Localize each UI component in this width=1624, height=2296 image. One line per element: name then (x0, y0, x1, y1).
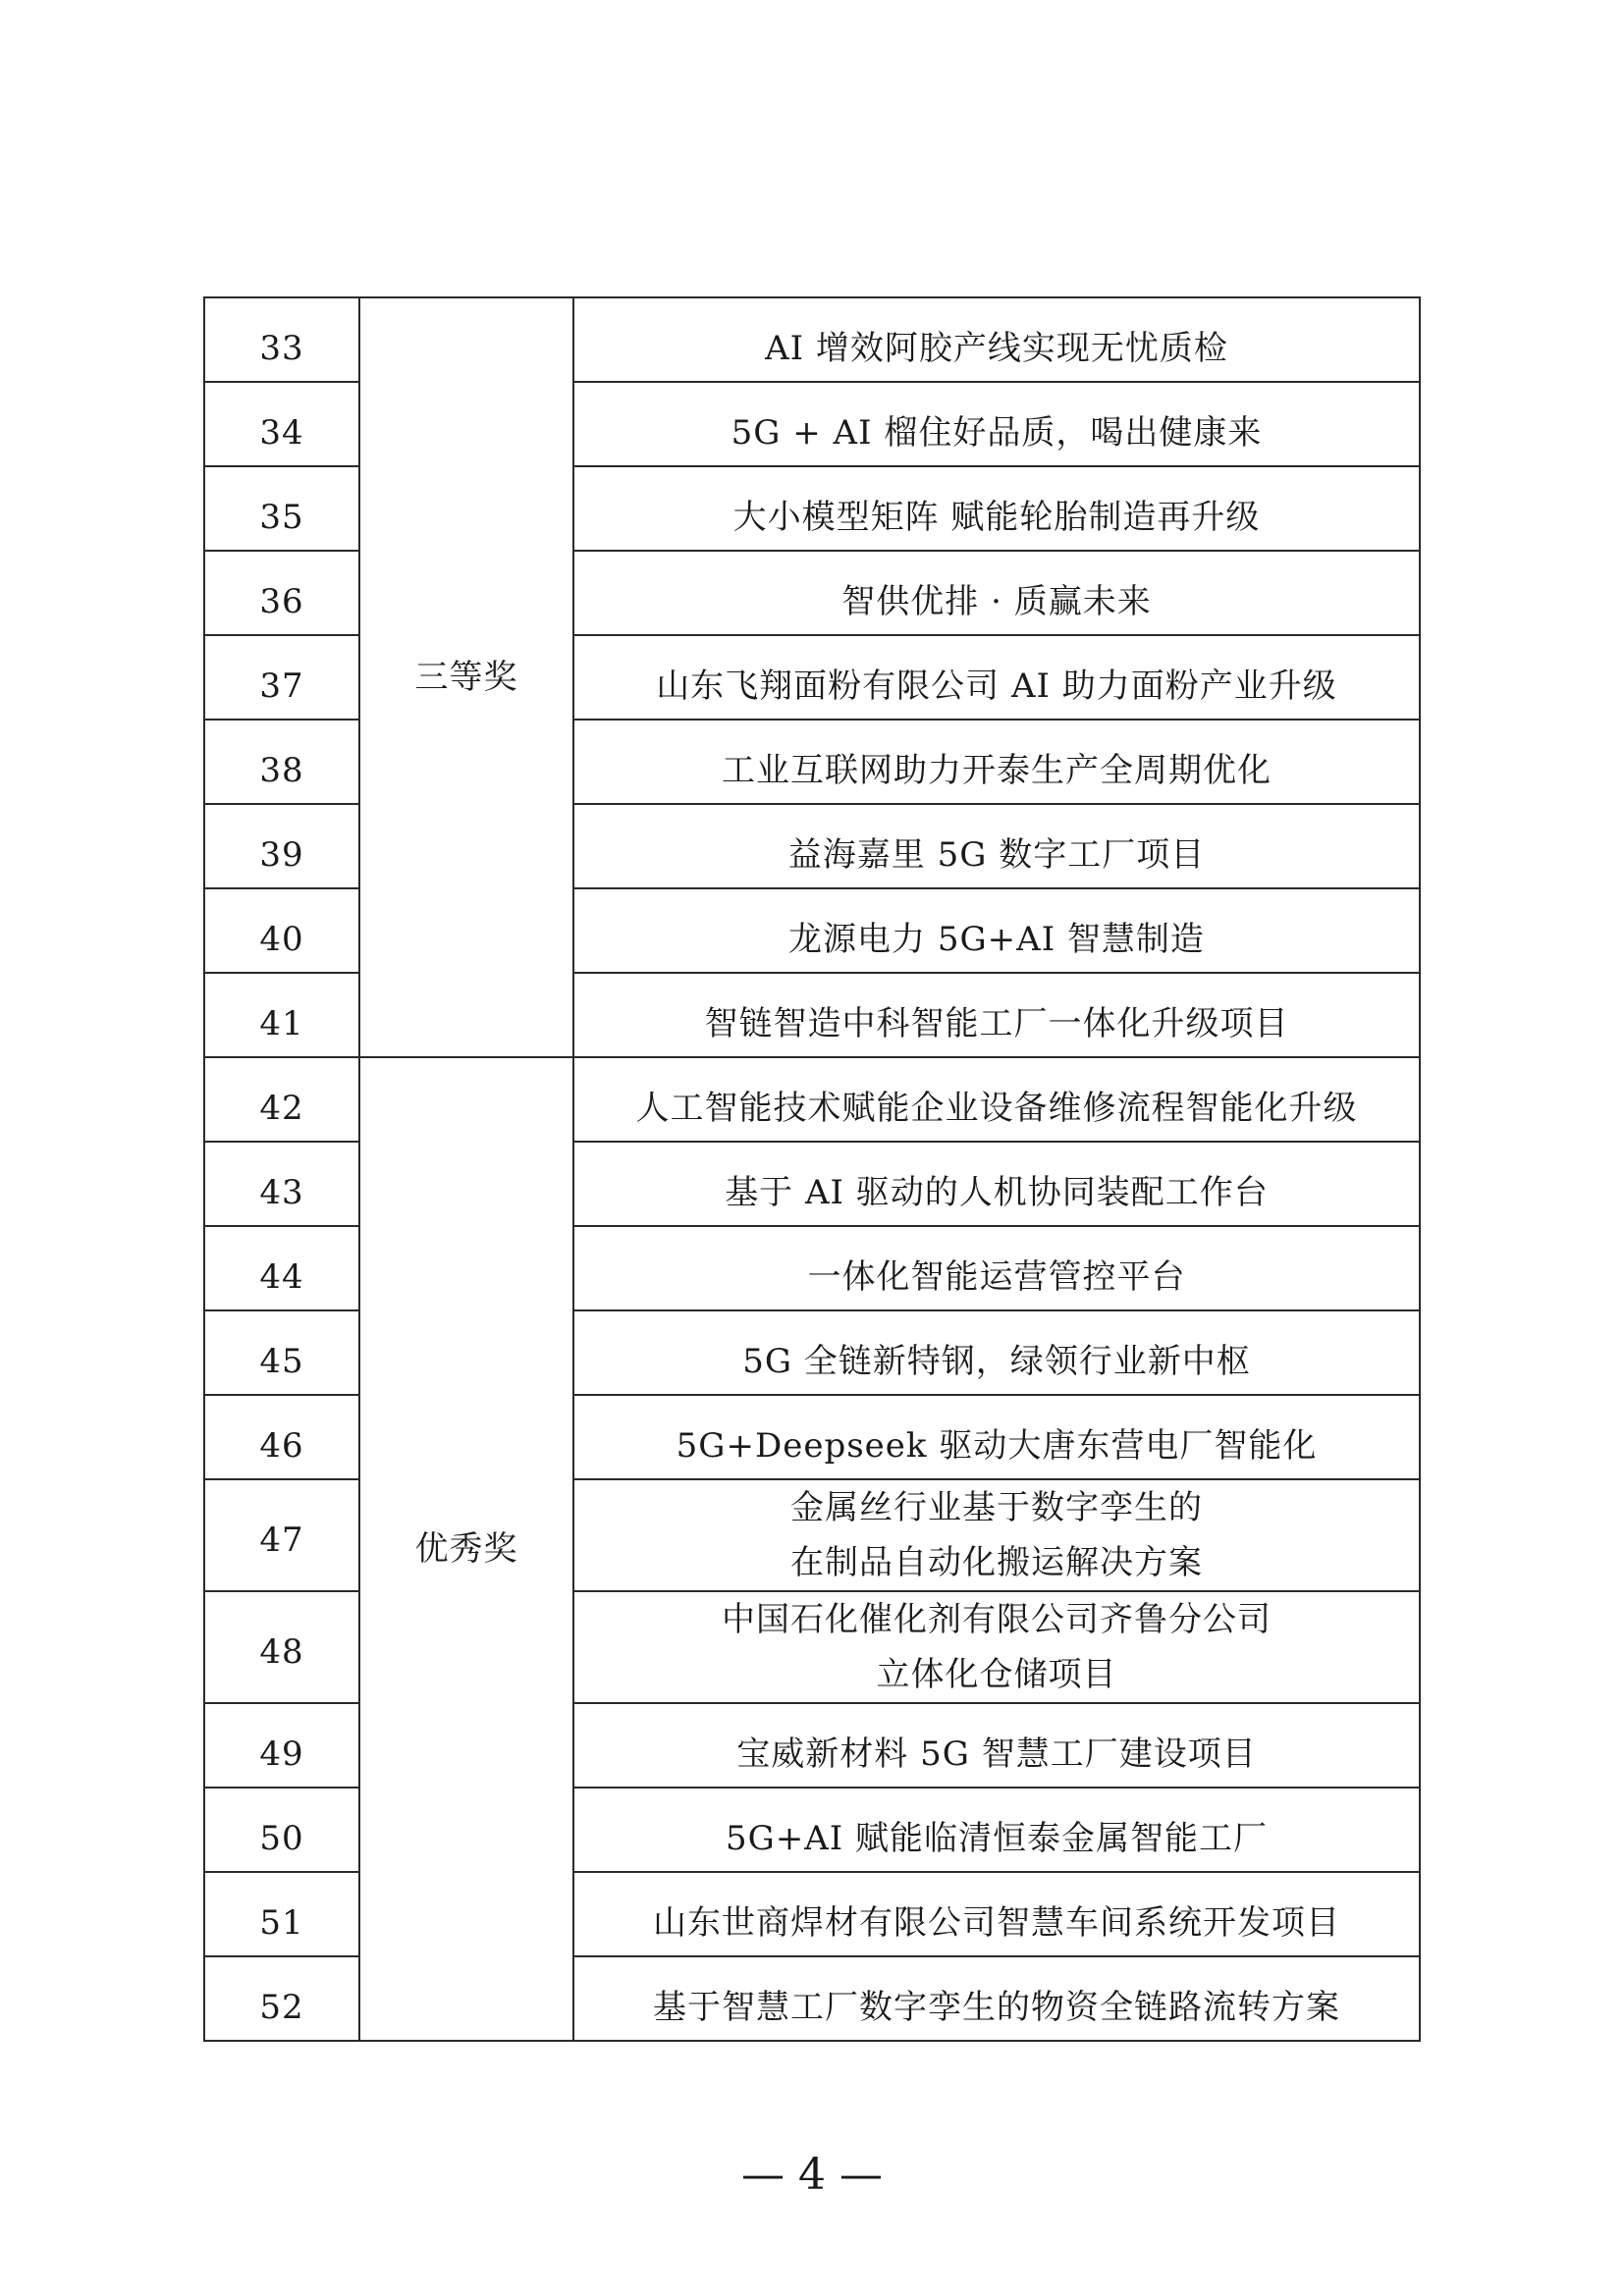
project-title (573, 720, 1420, 804)
project-title-line: 5G 全链新特钢，绿领行业新中枢 (742, 1342, 1251, 1381)
project-title (573, 1956, 1420, 2041)
row-number: 47 (204, 1479, 359, 1591)
row-number: 51 (204, 1872, 359, 1956)
row-number: 38 (204, 720, 359, 804)
row-number: 34 (204, 382, 359, 466)
row-number: 43 (204, 1142, 359, 1226)
row-number: 46 (204, 1395, 359, 1479)
project-title (573, 382, 1420, 466)
project-title-line: 5G+Deepseek 驱动大唐东营电厂智能化 (676, 1426, 1318, 1466)
project-title-line: 宝威新材料 5G 智慧工厂建设项目 (736, 1735, 1257, 1774)
project-title-line: 立体化仓储项目 (876, 1655, 1117, 1694)
project-title-line: 智供优排 · 质赢未来 (841, 582, 1152, 621)
project-title (573, 466, 1420, 551)
page-number: — 4 — (741, 2150, 883, 2200)
project-title (573, 1226, 1420, 1310)
row-number: 49 (204, 1703, 359, 1788)
project-title (573, 973, 1420, 1057)
project-title (573, 1395, 1420, 1479)
project-title (573, 1872, 1420, 1956)
project-title (573, 1703, 1420, 1788)
project-title (573, 1142, 1420, 1226)
project-title-line: 5G+AI 赋能临清恒泰金属智能工厂 (725, 1819, 1269, 1858)
awards-table (203, 296, 1421, 2042)
project-title-line: 金属丝行业基于数字孪生的 (790, 1488, 1203, 1527)
row-number: 36 (204, 551, 359, 635)
project-title-line: 中国石化催化剂有限公司齐鲁分公司 (722, 1600, 1272, 1639)
project-title-line: 山东世商焊材有限公司智慧车间系统开发项目 (653, 1903, 1340, 1943)
row-number: 37 (204, 635, 359, 720)
row-number: 33 (204, 297, 359, 382)
row-number: 45 (204, 1310, 359, 1395)
project-title-line: 基于智慧工厂数字孪生的物资全链路流转方案 (653, 1988, 1340, 2027)
project-title (573, 888, 1420, 973)
project-title-line: 5G + AI 榴住好品质，喝出健康来 (731, 413, 1263, 453)
row-number: 41 (204, 973, 359, 1057)
award-category: 优秀奖 (359, 1057, 573, 2041)
project-title (573, 1479, 1420, 1591)
project-title-line: 一体化智能运营管控平台 (807, 1257, 1186, 1297)
project-title-line: 益海嘉里 5G 数字工厂项目 (787, 835, 1206, 875)
row-number: 52 (204, 1956, 359, 2041)
table-row (204, 1057, 1420, 1142)
project-title (573, 1057, 1420, 1142)
row-number: 40 (204, 888, 359, 973)
row-number: 42 (204, 1057, 359, 1142)
project-title (573, 804, 1420, 888)
award-category: 三等奖 (359, 297, 573, 1057)
project-title-line: 山东飞翔面粉有限公司 AI 助力面粉产业升级 (656, 667, 1337, 706)
project-title (573, 1310, 1420, 1395)
project-title (573, 297, 1420, 382)
row-number: 48 (204, 1591, 359, 1703)
row-number: 35 (204, 466, 359, 551)
row-number: 50 (204, 1788, 359, 1872)
project-title (573, 635, 1420, 720)
project-title (573, 1788, 1420, 1872)
project-title-line: 在制品自动化搬运解决方案 (790, 1543, 1203, 1582)
project-title-line: 人工智能技术赋能企业设备维修流程智能化升级 (635, 1089, 1358, 1128)
project-title-line: 工业互联网助力开泰生产全周期优化 (722, 751, 1272, 790)
row-number: 44 (204, 1226, 359, 1310)
table-body (204, 297, 1420, 2041)
project-title-line: 智链智造中科智能工厂一体化升级项目 (704, 1004, 1289, 1043)
project-title-line: 基于 AI 驱动的人机协同装配工作台 (725, 1173, 1269, 1212)
row-number: 39 (204, 804, 359, 888)
project-title-line: AI 增效阿胶产线实现无忧质检 (765, 329, 1228, 368)
project-title-line: 大小模型矩阵 赋能轮胎制造再升级 (732, 498, 1261, 537)
project-title-line: 龙源电力 5G+AI 智慧制造 (788, 920, 1205, 959)
project-title (573, 1591, 1420, 1703)
table-row (204, 297, 1420, 382)
project-title (573, 551, 1420, 635)
